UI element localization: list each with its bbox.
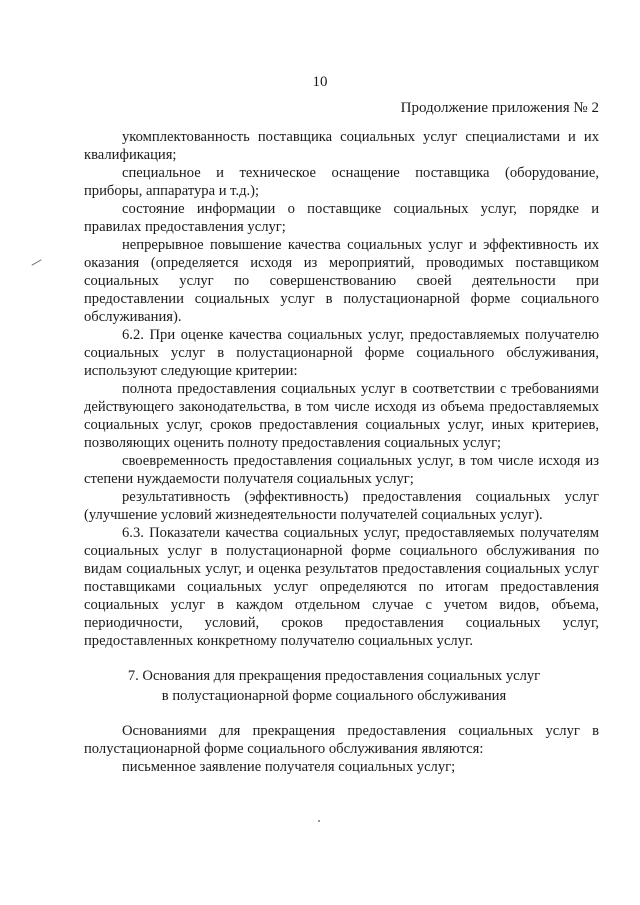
page-number: 10: [312, 74, 328, 90]
section-heading: [0, 666, 640, 706]
paragraph: письменное заявление получателя социальных услуг;: [122, 759, 456, 775]
paragraph: своевременность предоставления социальных услуг, в том числе исходя из степени нуждаемости получателя социальных услуг;: [84, 453, 599, 487]
scan-artifact-mark: [31, 259, 41, 265]
paragraph: результативность (эффективность) предоставления социальных услуг (улучшение условий жизнедеятельности получателей социальных услуг).: [84, 489, 599, 523]
paragraph: 6.3. Показатели качества социальных услуг, предоставляемых получателям социальных услуг в полустационарной форме социального обслуживания по видам социальных услуг, и оценка результатов предоставления социальных услуг поставщиками социальных услуг определяются по итогам предоставления социальных услуг в каждом отдельном случае с учетом видов, объема, периодичности, условий, сроков предоставления социальных услуг, предоставленных конкретному получателю социальных услуг.: [84, 525, 599, 649]
section-heading-line: в полустационарной форме социального обслуживания: [161, 688, 507, 704]
scan-artifact-dot: [318, 820, 320, 822]
paragraph: состояние информации о поставщике социальных услуг, порядке и правилах предоставления услуг;: [84, 201, 599, 235]
section-body-text: [84, 722, 599, 776]
body-text: [84, 128, 599, 650]
paragraph: непрерывное повышение качества социальных услуг и эффективность их оказания (определяется исходя из мероприятий, проводимых поставщиком социальных услуг по совершенствованию своей деятельности при предоставлении социальных услуг в полустационарной форме социального обслуживания).: [84, 237, 599, 325]
appendix-continuation-label: Продолжение приложения № 2: [400, 100, 599, 116]
paragraph: Основаниями для прекращения предоставления социальных услуг в полустационарной форме социального обслуживания являются:: [84, 723, 599, 757]
paragraph: специальное и техническое оснащение поставщика (оборудование, приборы, аппаратура и т.д.);: [84, 165, 599, 199]
paragraph: полнота предоставления социальных услуг в соответствии с требованиями действующего законодательства, в том числе исходя из объема предоставляемых социальных услуг, сроков предоставления социальных услуг, иных критериев, позволяющих оценить полноту предоставления социальных услуг;: [84, 381, 599, 451]
paragraph: 6.2. При оценке качества социальных услуг, предоставляемых получателю социальных услуг в полустационарной форме социального обслуживания, используют следующие критерии:: [84, 327, 599, 379]
paragraph: укомплектованность поставщика социальных услуг специалистами и их квалификация;: [84, 129, 599, 163]
section-heading-line: 7. Основания для прекращения предоставления социальных услуг: [127, 668, 541, 684]
